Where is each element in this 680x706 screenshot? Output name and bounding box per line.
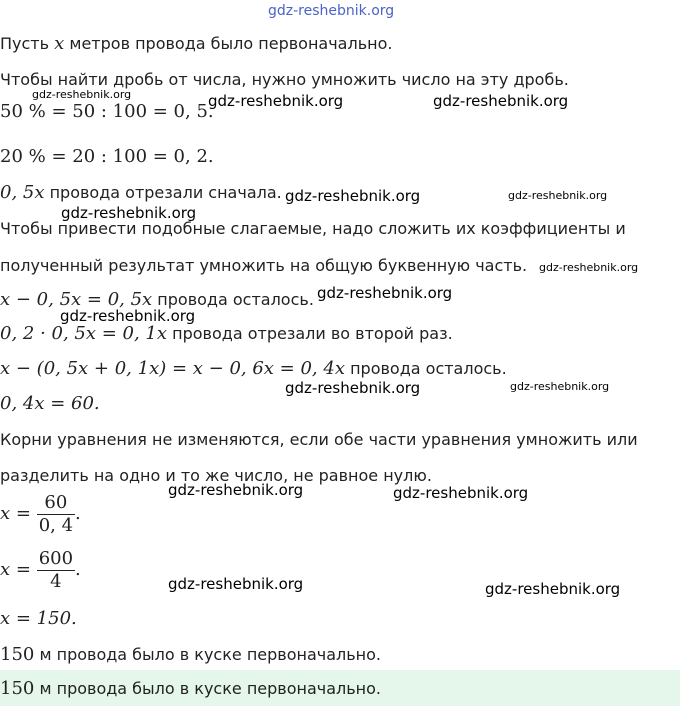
result-equation: x = 150.: [0, 608, 77, 629]
text-line-2: Чтобы найти дробь от числа, нужно умножить число на эту дробь.: [0, 70, 569, 89]
fraction-60-over-04: $\frac{60}{0, 4}$: [38, 492, 74, 536]
watermark: gdz-reshebnik.org: [208, 92, 344, 110]
answer-sentence: 150 м провода было в куске первоначально.: [0, 678, 382, 699]
result-sentence: 150 м провода было в куске первоначально.: [0, 644, 382, 665]
text-line-13: разделить на одно и то же число, не равное нулю.: [0, 466, 432, 485]
watermark: gdz-reshebnik.org: [61, 204, 197, 222]
watermark: gdz-reshebnik.org: [168, 481, 304, 499]
watermark: gdz-reshebnik.org: [433, 92, 569, 110]
text-line-12: Корни уравнения не изменяются, если обе части уравнения умножить или: [0, 430, 638, 449]
watermark: gdz-reshebnik.org: [393, 484, 529, 502]
fraction-600-over-4: $\frac{600}{4}$: [38, 548, 74, 592]
text-line-8: x − 0, 5x = 0, 5x провода осталось.: [0, 289, 314, 310]
fraction-line-1: x = $\frac{60}{0, 4}$ .: [0, 492, 81, 536]
text-line-1: Пусть x метров провода было первоначально.: [0, 33, 393, 54]
watermark: gdz-reshebnik.org: [60, 307, 196, 325]
text-line-10: x − (0, 5x + 0, 1x) = x − 0, 6x = 0, 4x провода осталось.: [0, 358, 507, 379]
text-line-5: 0, 5x провода отрезали сначала.: [0, 182, 282, 203]
watermark-top: gdz-reshebnik.org: [268, 3, 395, 19]
watermark: gdz-reshebnik.org: [317, 284, 453, 302]
watermark: gdz-reshebnik.org: [485, 580, 621, 598]
watermark: gdz-reshebnik.org: [539, 261, 639, 274]
text-line-9: 0, 2 · 0, 5x = 0, 1x провода отрезали во второй раз.: [0, 323, 453, 344]
math-line-percent-50: 50 % = 50 : 100 = 0, 5.: [0, 101, 214, 122]
text-line-6: Чтобы привести подобные слагаемые, надо сложить их коэффициенты и: [0, 219, 626, 238]
watermark: gdz-reshebnik.org: [285, 187, 421, 205]
watermark: gdz-reshebnik.org: [508, 189, 608, 202]
text-line-7: полученный результат умножить на общую буквенную часть.: [0, 256, 528, 275]
watermark: gdz-reshebnik.org: [285, 379, 421, 397]
math-equation: 0, 4x = 60.: [0, 393, 100, 414]
watermark: gdz-reshebnik.org: [510, 380, 610, 393]
math-line-percent-20: 20 % = 20 : 100 = 0, 2.: [0, 146, 214, 167]
watermark: gdz-reshebnik.org: [32, 88, 132, 101]
fraction-line-2: x = $\frac{600}{4}$ .: [0, 548, 81, 592]
watermark: gdz-reshebnik.org: [168, 575, 304, 593]
